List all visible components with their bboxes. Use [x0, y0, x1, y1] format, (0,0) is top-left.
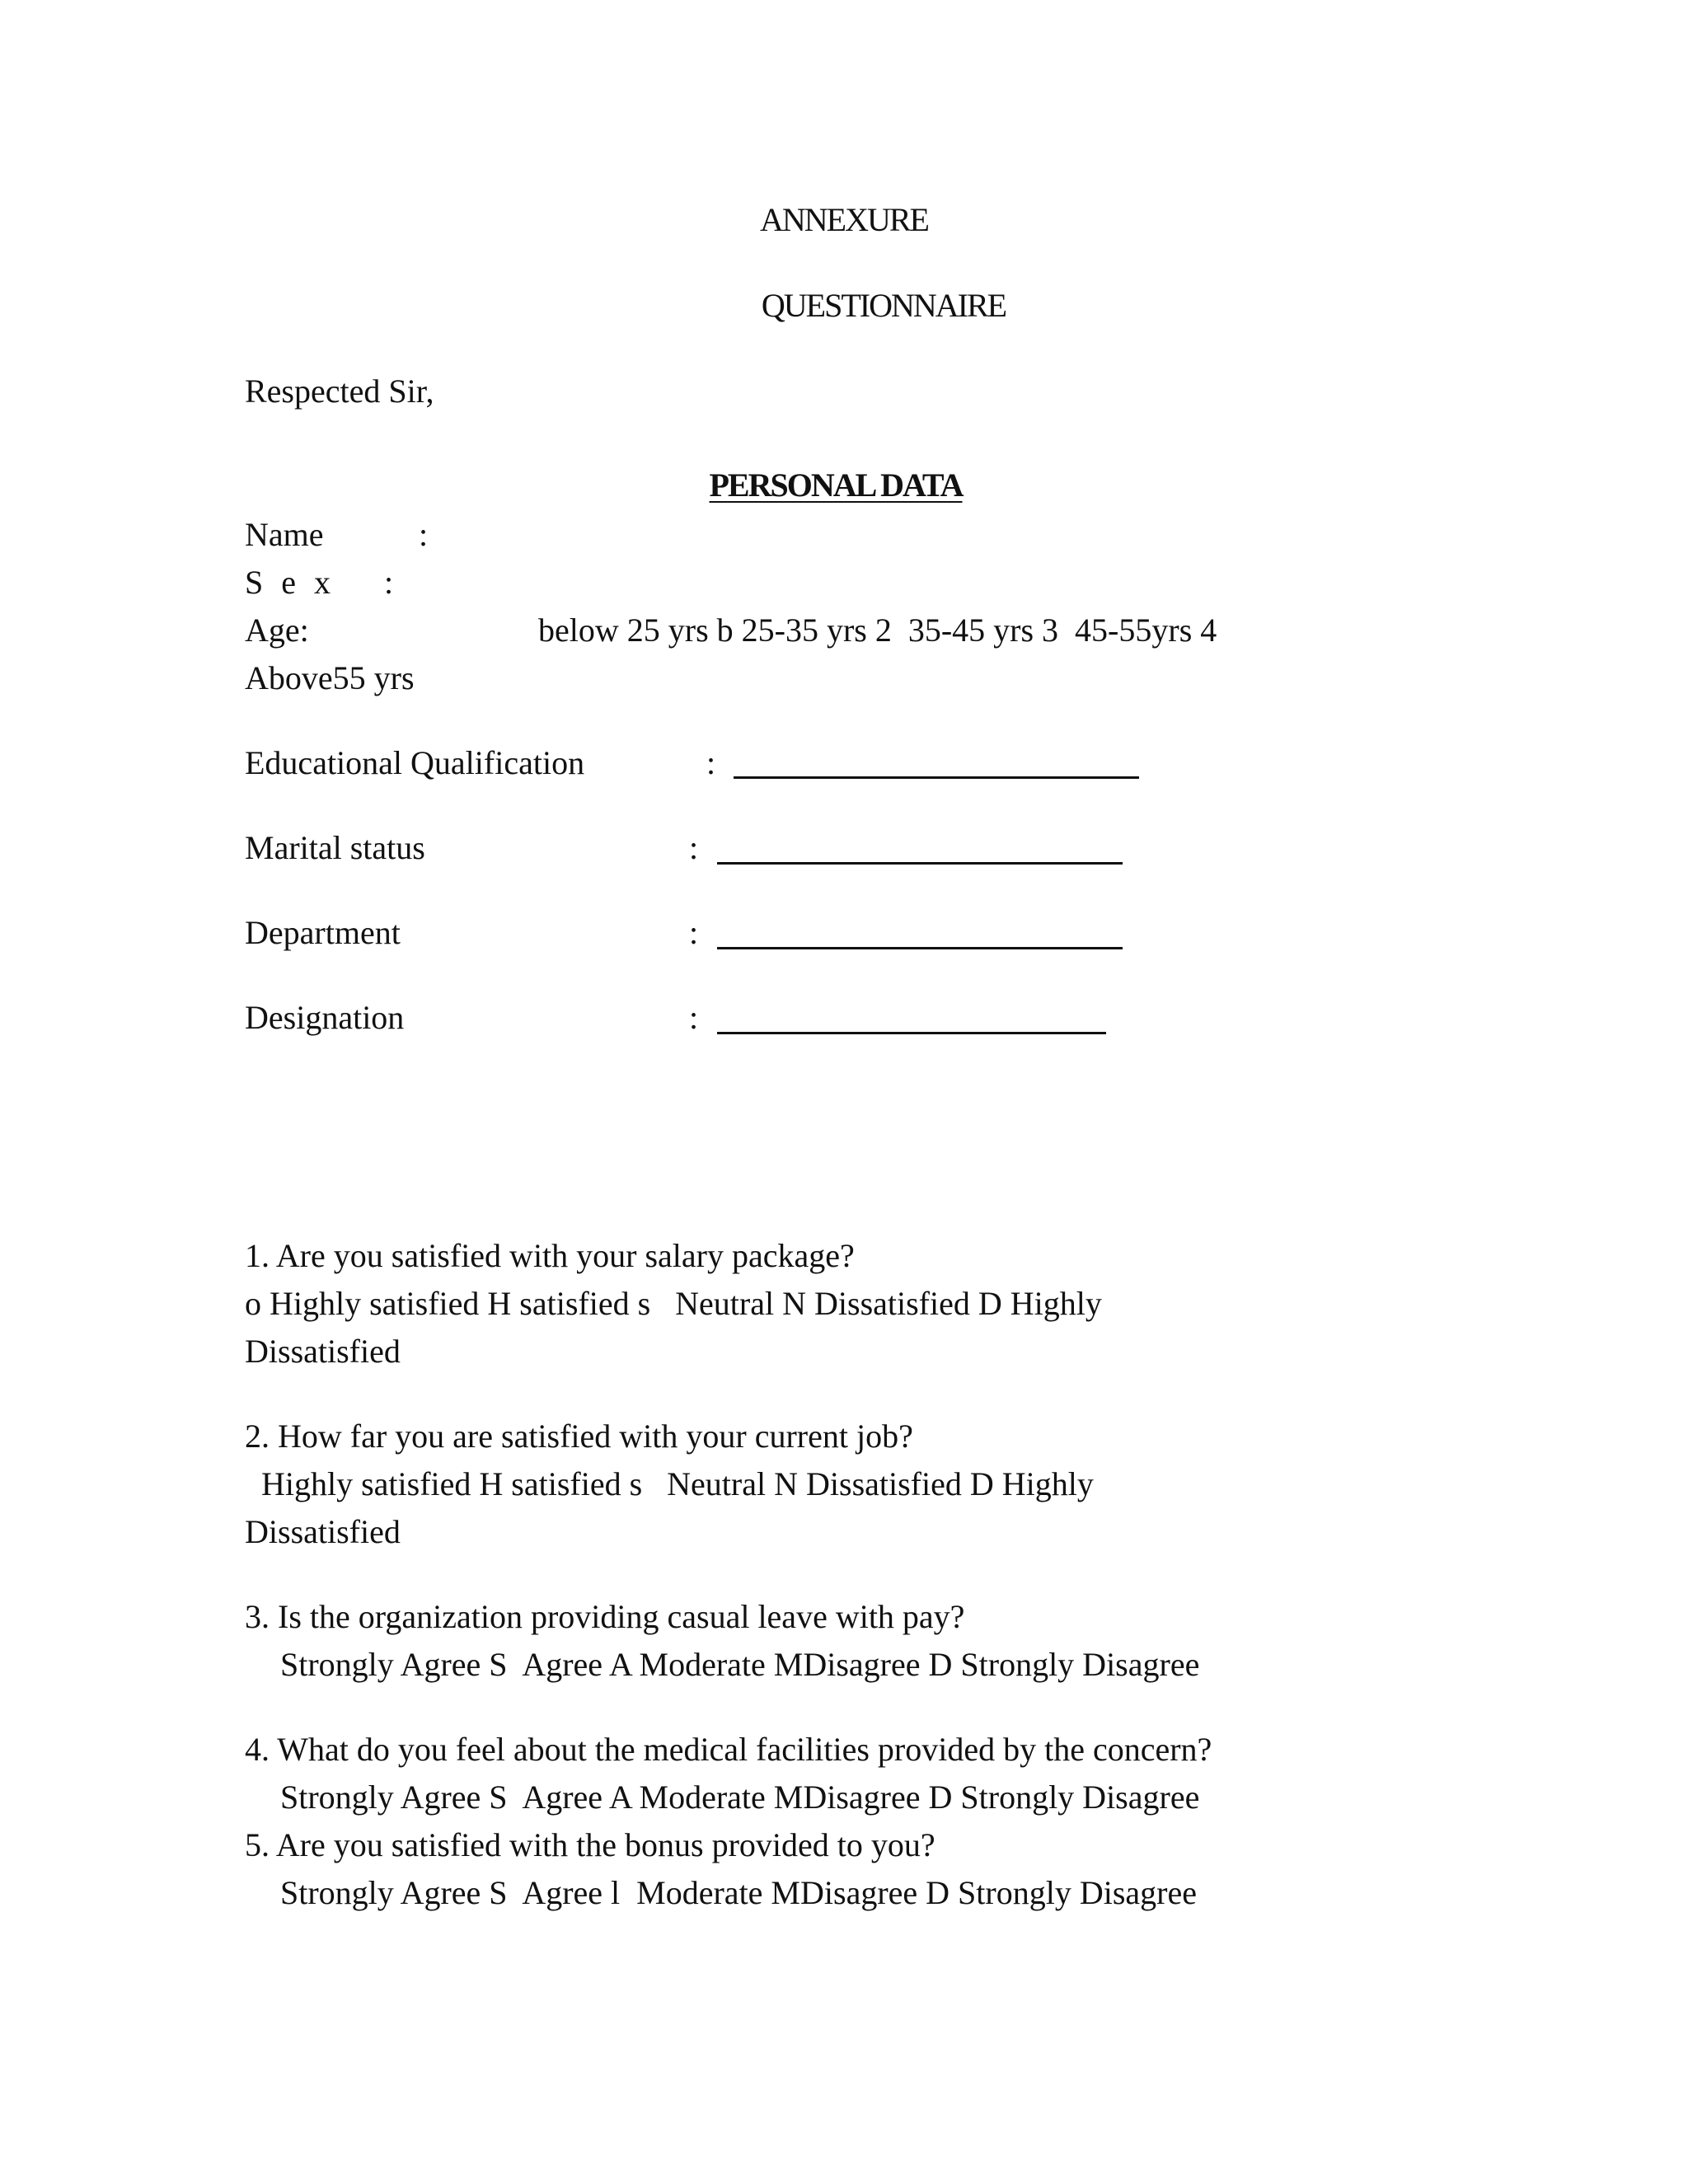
- question-2-text: 2. How far you are satisfied with your current job?: [245, 1418, 913, 1455]
- age-options: below 25 yrs b 25-35 yrs 2 35-45 yrs 3 45-55yrs 4: [538, 612, 1217, 649]
- name-label: Name: [245, 516, 324, 553]
- age-label: Age:: [245, 612, 309, 649]
- question-1-options[interactable]: o Highly satisfied H satisfied s Neutral N Dissatisfied D Highly: [245, 1285, 1102, 1322]
- name-colon: :: [419, 516, 429, 553]
- question-5-text: 5. Are you satisfied with the bonus provided to you?: [245, 1826, 935, 1863]
- education-colon: :: [706, 744, 716, 781]
- annexure-title: ANNEXURE: [760, 201, 928, 238]
- designation-input-line[interactable]: [717, 1032, 1106, 1034]
- question-3-options[interactable]: Strongly Agree S Agree A Moderate MDisagree D Strongly Disagree: [280, 1646, 1200, 1683]
- question-4-text: 4. What do you feel about the medical facilities provided by the concern?: [245, 1731, 1212, 1768]
- question-2-options[interactable]: Highly satisfied H satisfied s Neutral N Dissatisfied D Highly: [245, 1465, 1094, 1502]
- education-label: Educational Qualification: [245, 744, 585, 781]
- designation-label: Designation: [245, 999, 405, 1036]
- department-colon: :: [689, 914, 699, 951]
- question-5-options[interactable]: Strongly Agree S Agree l Moderate MDisagree D Strongly Disagree: [280, 1874, 1197, 1911]
- marital-status-colon: :: [689, 829, 699, 866]
- education-input-line[interactable]: [734, 776, 1139, 779]
- marital-status-label: Marital status: [245, 829, 425, 866]
- question-1-options-continued[interactable]: Dissatisfied: [245, 1333, 401, 1370]
- sex-colon: :: [384, 564, 394, 601]
- salutation: Respected Sir,: [245, 373, 434, 410]
- designation-colon: :: [689, 999, 699, 1036]
- age-options-continued: Above55 yrs: [245, 659, 415, 696]
- marital-status-input-line[interactable]: [717, 862, 1123, 865]
- questionnaire-title: QUESTIONNAIRE: [761, 287, 1006, 324]
- department-input-line[interactable]: [717, 947, 1123, 949]
- question-3-text: 3. Is the organization providing casual leave with pay?: [245, 1598, 965, 1635]
- question-2-options-continued[interactable]: Dissatisfied: [245, 1513, 401, 1550]
- question-1-text: 1. Are you satisfied with your salary package?: [245, 1237, 855, 1274]
- department-label: Department: [245, 914, 401, 951]
- personal-data-heading: PERSONAL DATA: [709, 466, 963, 504]
- question-4-options[interactable]: Strongly Agree S Agree A Moderate MDisagree D Strongly Disagree: [280, 1779, 1200, 1816]
- sex-label: S e x: [245, 564, 335, 601]
